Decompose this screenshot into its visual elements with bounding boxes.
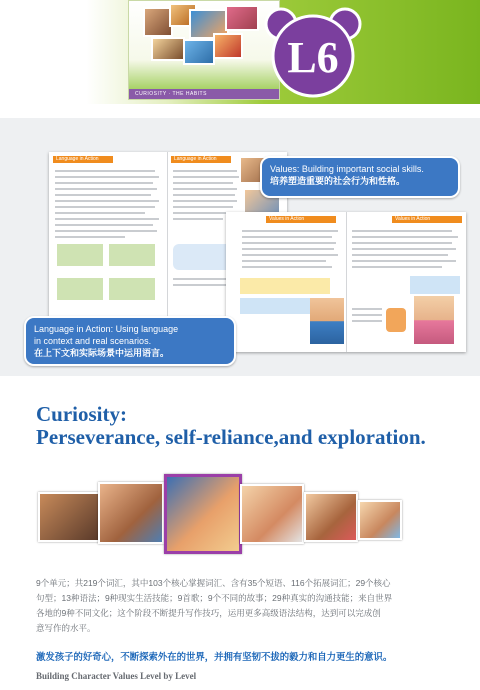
page-header-left: Language in Action bbox=[53, 156, 113, 163]
collage-photo-6 bbox=[358, 500, 402, 540]
blue-note-2 bbox=[410, 276, 460, 294]
heading-line-2: Perseverance, self-reliance,and exploration. bbox=[36, 425, 426, 449]
girl-photo bbox=[414, 296, 454, 344]
heading-line-1: Curiosity: bbox=[36, 402, 127, 426]
callout-language-cn: 在上下文和实际场景中运用语言。 bbox=[34, 348, 170, 358]
blue-note bbox=[240, 298, 310, 314]
description-line-4: 意写作的水平。 bbox=[36, 623, 96, 633]
exercise-box-2 bbox=[109, 244, 155, 266]
cover-photo-7 bbox=[213, 33, 243, 59]
level-badge-text: L6 bbox=[287, 33, 339, 82]
page-header-right: Values in Action bbox=[392, 216, 462, 223]
callout-language-en-2: in context and real scenarios. bbox=[34, 336, 152, 346]
cover-photo-4 bbox=[225, 5, 259, 31]
collage-photo-1 bbox=[38, 492, 100, 542]
collage-photo-5 bbox=[304, 492, 358, 542]
level-badge bbox=[264, 4, 362, 100]
description-paragraph bbox=[36, 576, 446, 636]
callout-language-en-1: Language in Action: Using language bbox=[34, 324, 179, 334]
footer-tagline: Building Character Values Level by Level bbox=[36, 671, 197, 681]
collage-photo-3 bbox=[164, 474, 242, 554]
exercise-box-3 bbox=[57, 278, 103, 300]
exercise-box-1 bbox=[57, 244, 103, 266]
boy-photo bbox=[310, 298, 344, 344]
callout-values-cn: 培养塑造重要的社会行为和性格。 bbox=[270, 176, 406, 186]
textbook-spread-values bbox=[226, 212, 466, 352]
callout-language bbox=[24, 316, 236, 366]
cover-photo-5 bbox=[151, 37, 185, 61]
rocket-illustration bbox=[386, 308, 406, 332]
description-line-2: 句型；13种语法；9种现实生活技能；9首歌；9个不同的故事；29种真实的沟通技能；来自世界 bbox=[36, 593, 393, 603]
collage-photo-4 bbox=[240, 484, 304, 544]
collage-photo-2 bbox=[98, 482, 164, 544]
description-line-3: 各地的9种不同文化；这个阶段不断提升写作技巧，运用更多高级语法结构，达到可以完成创 bbox=[36, 608, 381, 618]
page-divider bbox=[346, 212, 347, 352]
page-header-left: Values in Action bbox=[266, 216, 336, 223]
book-cover bbox=[128, 0, 280, 100]
cover-photo-6 bbox=[183, 39, 215, 65]
slogan: 激发孩子的好奇心，不断探索外在的世界，并拥有坚韧不拔的毅力和自力更生的意识。 bbox=[36, 651, 393, 662]
yellow-note bbox=[240, 278, 330, 294]
page-header-right: Language in Action bbox=[171, 156, 231, 163]
exercise-box-4 bbox=[109, 278, 155, 300]
cover-strip: CURIOSITY · THE HABITS bbox=[129, 89, 279, 99]
description-line-1: 9个单元；共219个词汇，其中103个核心掌握词汇、含有35个短语、116个拓展词汇；29个核心 bbox=[36, 578, 391, 588]
callout-values bbox=[260, 156, 460, 198]
callout-values-en: Values: Building important social skills. bbox=[270, 164, 424, 174]
page-divider bbox=[167, 152, 168, 318]
